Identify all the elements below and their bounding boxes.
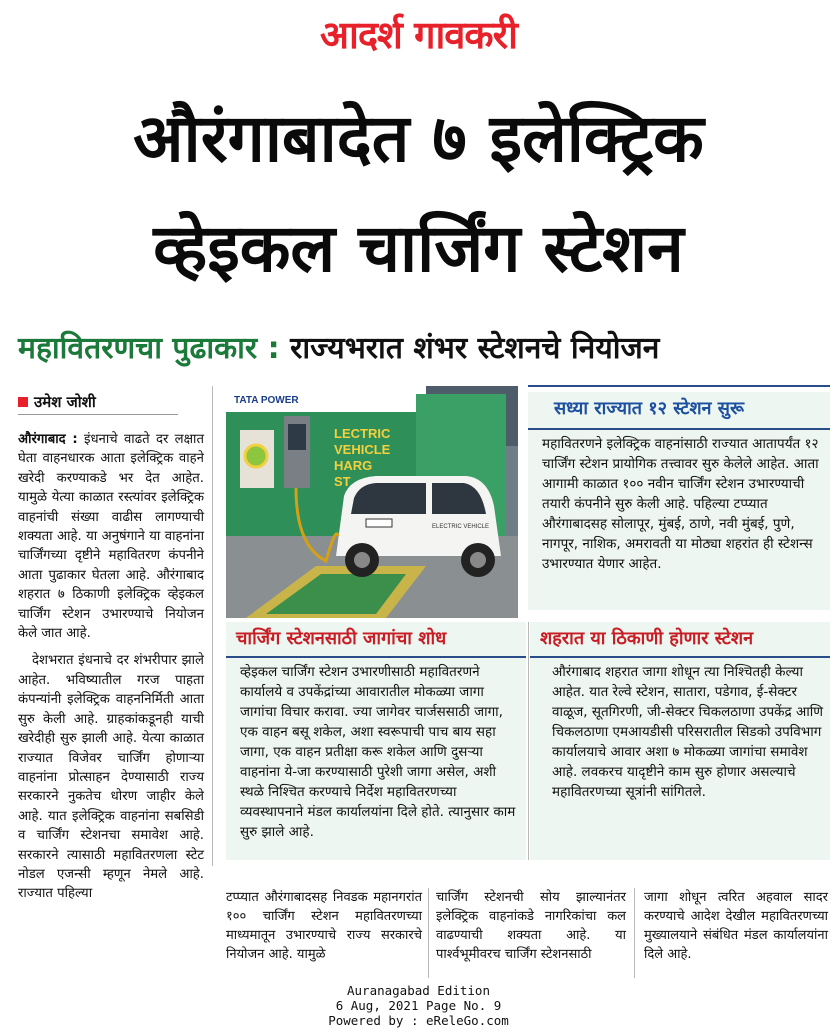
left-paragraph-2: देशभरात इंधनाचे दर शंभरीपार झाले आहेत. भविष्यातील गरज पाहता कंपन्यांनी इलेक्ट्रिक वाहननिर्मिती आता सुरु केली आहे. ग्राहकांकडूनही याची खरेदीही सुरु झाली आहे. येत्या काळात राज्यात विजेवर चार्जिंग होणाऱ्या वाहनांना प्रोत्साहन देण्यासाठी राज्य सरकारने नुकतेच धोरण जाहीर केले आहे. यात इलेक्ट्रिक वाहनांना सबसिडी व चार्जिंग स्टेशनचा समावेश आहे. सरकारने त्यासाठी महावितरणला स्टेट नोडल एजन्सी म्हणून नेमले आहे. राज्यात पहिल्या [18, 653, 204, 902]
left-paragraph-1 [18, 430, 204, 643]
panel-site-search-title: चार्जिंग स्टेशनसाठी जागांचा शोध [236, 628, 447, 649]
panel-site-search-text: व्हेइकल चार्जिंग स्टेशन उभारणीसाठी महावितरणने कार्यालये व उपकेंद्रांच्या आवारातील मोकळ्या जागा जागांचा विचार करावा. ज्या जागेवर चार्जससाठी जागा, एक वाहन बसू शकेल, अशा स्वरूपाची पाच बाय सहा जागा, एक वाहन प्रतीक्षा करू शकेल आणि दुसऱ्या वाहनांना ये-जा करण्यासाठी पुरेशी जागा असेल, अशी स्थळे निश्चित करण्याचे निर्देश महावितरणच्या व्यवस्थापनाने मंडल कार्यालयांना दिले होते. त्यानुसार काम सुरु झाले आहे. [240, 664, 516, 840]
charging-station-photo [226, 386, 518, 618]
panel-city-locations-rule [530, 656, 830, 658]
photo-sign-line-3: HARG [334, 458, 373, 473]
left-paragraph-1-text: इंधनाचे वाढते दर लक्षात घेता वाहनधारक आता इलेक्ट्रिक वाहने खरेदी करण्याकडे भर देत आहेत. यामुळे येत्या काळात रस्त्यांवर इलेक्ट्रिक वाहनांची संख्या वाढीस लागण्याची शक्यता आहे. या अनुषंगाने या वाहनांना चार्जिंगच्या दृष्टीने महावितरण कंपनीने आता पुढाकार घेतला आहे. औरंगाबाद शहरात ७ ठिकाणी इलेक्ट्रिक व्हेइकल चार्जिंग स्टेशन उभारण्याचे नियोजन केले जात आहे. [18, 432, 204, 642]
byline [18, 392, 96, 412]
headline-line-1: औरंगाबादेत ७ इलेक्ट्रिक [133, 100, 704, 177]
panel-current-stations-title: सध्या राज्यात १२ स्टेशन सुरू [554, 398, 744, 419]
subhead-left: महावितरणचा पुढाकार : [18, 331, 280, 366]
dateline: औरंगाबाद : [18, 432, 78, 447]
photo-car-label: ELECTRIC VEHICLE [432, 524, 490, 530]
panel-current-stations-rule-2 [528, 428, 830, 430]
byline-author: उमेश जोशी [34, 393, 96, 411]
footer-powered-by[interactable]: Powered by : eReleGo.com [328, 1013, 509, 1028]
photo-sign-line-1: LECTRIC [334, 426, 391, 441]
byline-divider [18, 414, 178, 415]
photo-brand: TATA POWER [234, 395, 299, 406]
panel-city-locations-title: शहरात या ठिकाणी होणार स्टेशन [540, 628, 754, 649]
masthead-logo: आदर्श गावकरी [319, 13, 518, 57]
panel-site-search-rule [226, 656, 526, 658]
bottom-column-3: जागा शोधून त्वरित अहवाल सादर करण्याचे आदेश देखील महावितरणच्या मुख्यालयाने संबंधित मंडल कार्यालयांना दिले आहे. [644, 890, 828, 962]
bottom-divider-2 [634, 888, 635, 978]
photo-sign-line-2: VEHICLE [334, 442, 391, 457]
photo-sign-line-4: ST [334, 474, 351, 489]
bottom-column-1: टप्प्यात औरंगाबादसह निवडक महानगरांत १०० चार्जिंग स्टेशन महावितरणच्या माध्यमातून उभारण्याचे राज्य सरकारचे नियोजन आहे. यामुळे [226, 890, 422, 962]
panel-divider [528, 622, 529, 860]
bottom-column-2: चार्जिंग स्टेशनची सोय झाल्यानंतर इलेक्ट्रिक वाहनांकडे नागरिकांचा कल वाढण्याची शक्यता आहे. या पार्श्वभूमीवरच चार्जिंग स्टेशनसाठी [436, 890, 626, 962]
left-article-column [18, 430, 204, 912]
panel-current-stations-rule [528, 385, 830, 387]
headline-line-2: व्हेइकल चार्जिंग स्टेशन [153, 210, 684, 287]
subheadline [18, 326, 828, 367]
subhead-right: राज्यभरात शंभर स्टेशनचे नियोजन [290, 331, 660, 366]
byline-marker-icon [18, 397, 28, 407]
footer-date-page: 6 Aug, 2021 Page No. 9 [335, 998, 502, 1013]
bottom-divider-1 [428, 888, 429, 978]
footer-edition: Auranagabad Edition [347, 983, 490, 998]
panel-current-stations-text: महावितरणने इलेक्ट्रिक वाहनांसाठी राज्यात आतापर्यंत १२ चार्जिंग स्टेशन प्रायोगिक तत्त्वावर सुरु केलेले आहेत. आता आगामी काळात १०० नवीन चार्जिंग स्टेशन उभारण्याची तयारी कंपनीने सुरु केली आहे. पहिल्या टप्प्यात औरंगाबादसह सोलापूर, मुंबई, ठाणे, नवी मुंबई, पुणे, नागपूर, नाशिक, अमरावती या मोठ्या शहरांत ही स्टेशन्स उभारण्यात येणार आहेत. [542, 436, 819, 572]
footer [0, 983, 837, 1028]
panel-city-locations-text: औरंगाबाद शहरात जागा शोधून त्या निश्चितही केल्या आहेत. यात रेल्वे स्टेशन, सातारा, पडेगाव, ई-सेक्टर वाळूज, सूतगिरणी, जी-सेक्टर चिकलठाणा उपकेंद्र आणि चिकलठाणा एमआयडीसी परिसरातील सिडको उपविभाग कार्यालयाचे आवार अशा ७ मोकळ्या जागांचा समावेश आहे. लवकरच यादृष्टीने काम सुरु होणार असल्याचे महावितरणच्या सूत्रांनी सांगितले. [552, 664, 824, 800]
photo-illustration [226, 386, 518, 618]
column-divider [212, 386, 213, 866]
